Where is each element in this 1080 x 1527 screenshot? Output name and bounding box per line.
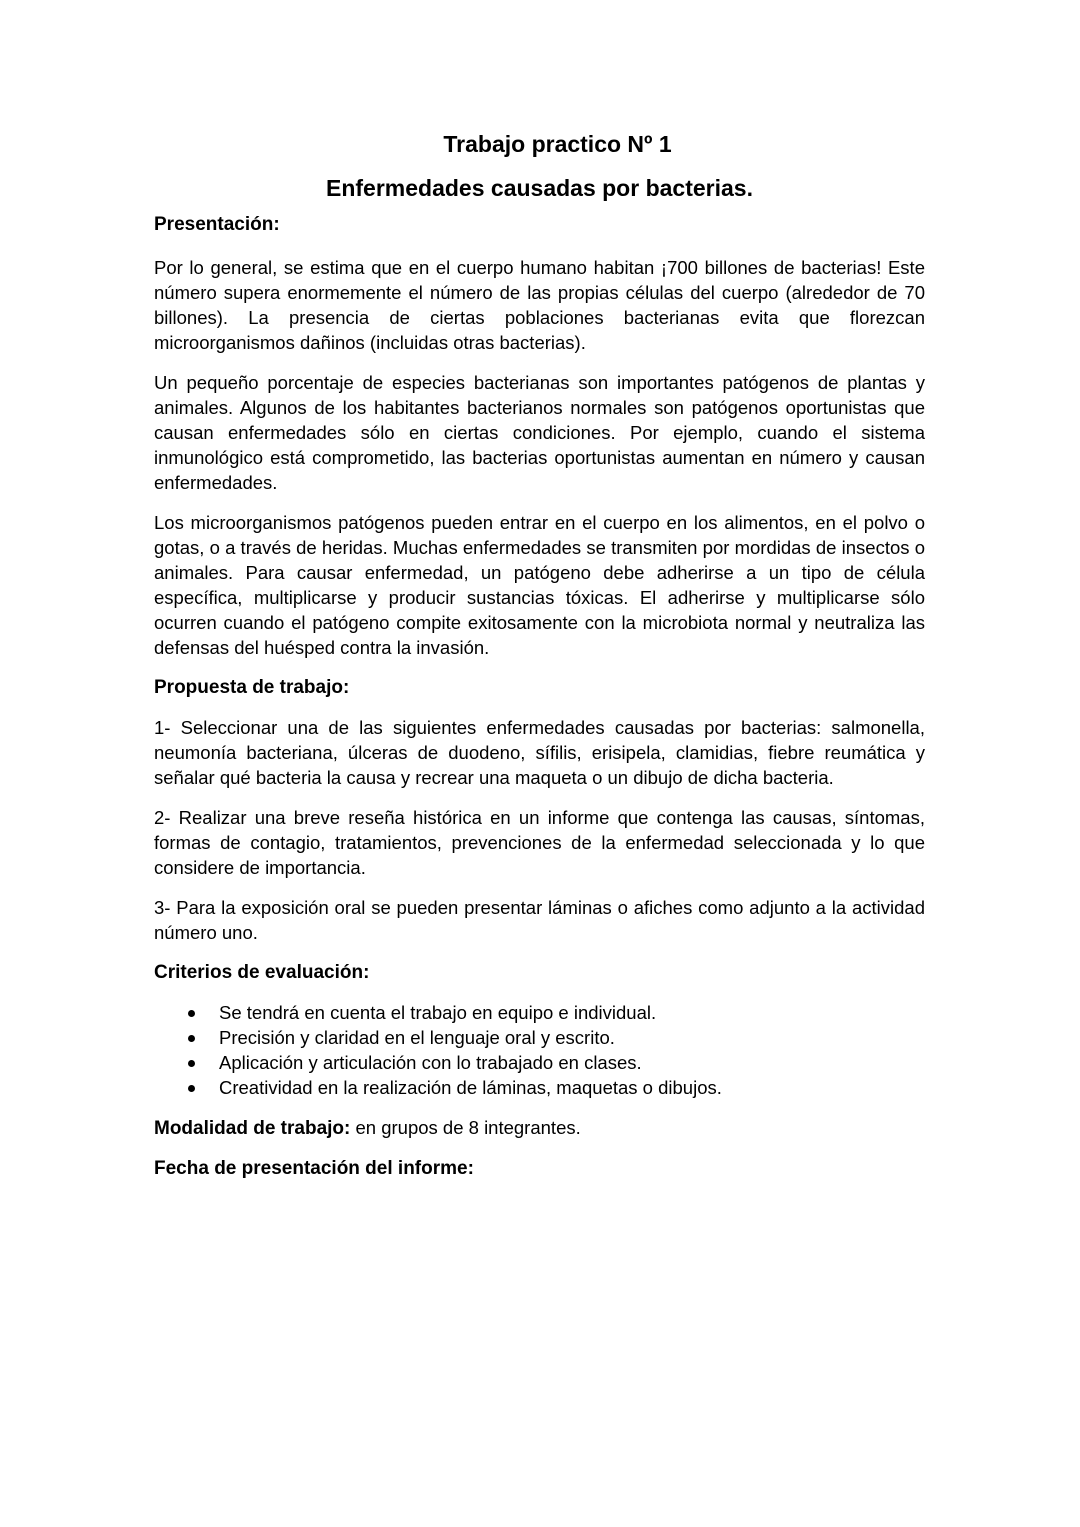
modalidad-line <box>154 1115 925 1141</box>
presentacion-paragraph-1: Por lo general, se estima que en el cuerpo humano habitan ¡700 billones de bacterias! Este número supera enormemente el número de las propias células del cuerpo (alrededor de 70 billones). La presencia de ciertas poblaciones bacterianas evita que florezcan microorganismos dañinos (incluidas otras bacterias). <box>154 257 925 353</box>
list-item <box>184 1075 925 1100</box>
document-page <box>154 128 925 1181</box>
propuesta-item-3: 3- Para la exposición oral se pueden presentar láminas o afiches como adjunto a la actividad número uno. <box>154 897 925 943</box>
bullet-icon <box>188 1035 195 1042</box>
list-item <box>184 1025 925 1050</box>
criterio-text: Se tendrá en cuenta el trabajo en equipo e individual. <box>219 1002 657 1023</box>
criterios-heading: Criterios de evaluación: <box>154 962 370 983</box>
list-item <box>184 1050 925 1075</box>
presentacion-paragraph-2: Un pequeño porcentaje de especies bacterianas son importantes patógenos de plantas y animales. Algunos de los habitantes bacterianos normales son patógenos oportunistas que causan enfermedades sólo en ciertas condiciones. Por ejemplo, cuando el sistema inmunológico está comprometido, las bacterias oportunistas aumentan en número y causan enfermedades. <box>154 372 925 493</box>
criterio-text: Creatividad en la realización de láminas, maquetas o dibujos. <box>219 1077 722 1098</box>
list-item <box>184 1000 925 1025</box>
document-subtitle: Enfermedades causadas por bacterias. <box>326 175 753 201</box>
criterio-text: Aplicación y articulación con lo trabajado en clases. <box>219 1052 642 1073</box>
propuesta-heading: Propuesta de trabajo: <box>154 677 350 698</box>
presentacion-heading: Presentación: <box>154 214 280 235</box>
document-title: Trabajo practico Nº 1 <box>443 131 672 157</box>
presentacion-paragraph-3: Los microorganismos patógenos pueden entrar en el cuerpo en los alimentos, en el polvo o gotas, o a través de heridas. Muchas enfermedades se transmiten por mordidas de insectos o animales. Para causar enfermedad, un patógeno debe adherirse a un tipo de célula específica, multiplicarse y producir sustancias tóxicas. El adherirse y multiplicarse sólo ocurren cuando el patógeno compite exitosamente con la microbiota normal y neutraliza las defensas del huésped contra la invasión. <box>154 512 925 658</box>
bullet-icon <box>188 1085 195 1092</box>
modalidad-label: Modalidad de trabajo: <box>154 1118 351 1139</box>
bullet-icon <box>188 1010 195 1017</box>
criterio-text: Precisión y claridad en el lenguaje oral y escrito. <box>219 1027 615 1048</box>
modalidad-value: en grupos de 8 integrantes. <box>350 1117 581 1138</box>
propuesta-item-2: 2- Realizar una breve reseña histórica en un informe que contenga las causas, síntomas, formas de contagio, tratamientos, prevenciones de la enfermedad seleccionada y lo que considere de importancia. <box>154 807 925 878</box>
criterios-list <box>154 1000 925 1100</box>
fecha-heading: Fecha de presentación del informe: <box>154 1158 474 1179</box>
propuesta-item-1: 1- Seleccionar una de las siguientes enfermedades causadas por bacterias: salmonella, neumonía bacteriana, úlceras de duodeno, sífilis, erisipela, clamidias, fiebre reumática y señalar qué bacteria la causa y recrear una maqueta o un dibujo de dicha bacteria. <box>154 717 925 788</box>
bullet-icon <box>188 1060 195 1067</box>
